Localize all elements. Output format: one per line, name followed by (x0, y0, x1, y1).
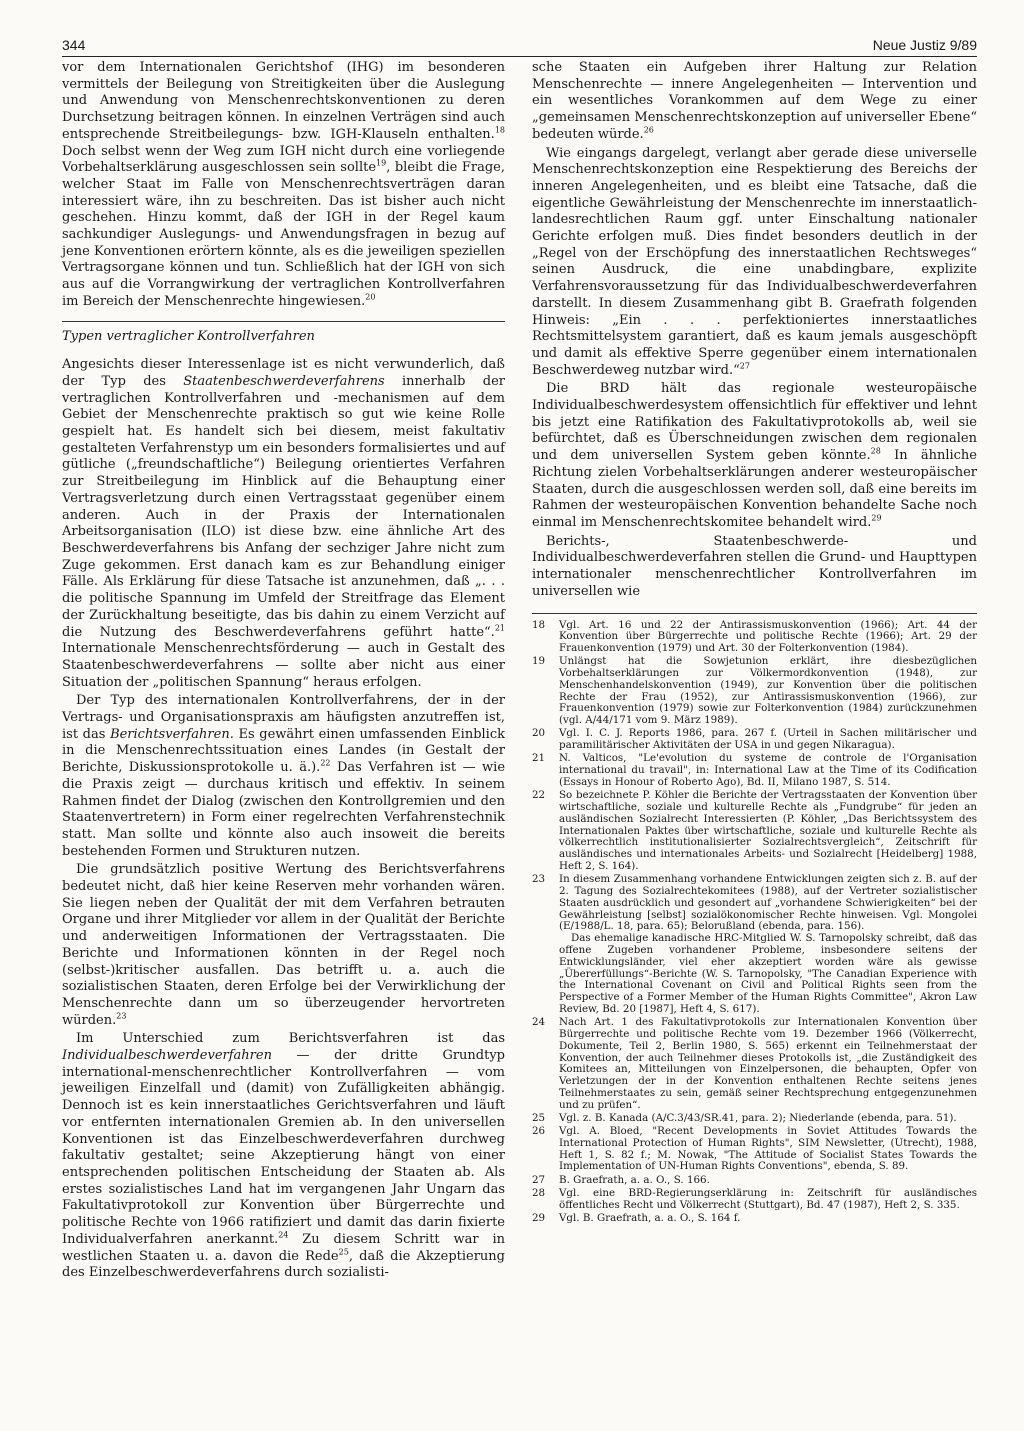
page-header (62, 36, 977, 57)
footnote-ref: 25 (338, 1247, 349, 1257)
paragraph: Die grundsätzlich positive Wertung des Berichtsverfahrens bedeutet nicht, daß hier keine Reserven mehr vorhanden wären. Sie liegen neben der Qualität der mit dem Verfahren betrauten Organe und ihrer Mitglieder vor allem in der Qualität der Berichte und anderweitigen Informationen der Vertragsstaaten. Die Berichte und Informationen könnten in der Regel noch (selbst-)kritischer ausfallen. Das betrifft u. a. auch die sozialistischen Staaten, deren Erfolge bei der Verwirklichung der Menschenrechte dann um so überzeugender hervortreten würden.$^{23}$ (62, 862, 505, 1028)
footnote: 29 Vgl. B. Graefrath, a. a. O., S. 164 f. (532, 1211, 741, 1224)
paragraph: sche Staaten ein Aufgeben ihrer Haltung zur Relation Menschenrechte — innere Angelegenheiten — Intervention und ein wesentliches Vorankommen auf dem Wege zu einer „gemeinsamen Menschenrechtskonzeption auf universeller Ebene“ bedeuten würde.$^{26}$ (532, 60, 977, 142)
footnote: 22 So bezeichnete P. Köhler die Berichte der Vertragsstaaten der Konvention über wirtschaftliche, soziale und kulturelle Rechte als „Fundgrube“ für jeden an ausländischen Sozialrecht Interessierten (P. Köhler, „Das Berichtssystem des Internationalen Paktes über wirtschaftliche, soziale und kulturelle Rechte als völkerrechtlich institutionalisierter Sozialrechtsvergleich“, Zeitschrift für ausländisches und internationales Arbeits- und Sozialrecht [Heidelberg] 1988, Heft 2, S. 164). (532, 789, 977, 872)
page-number: 344 (62, 37, 86, 53)
footnote: 26 Vgl. A. Bloed, "Recent Developments in Soviet Attitudes Towards the International Protection of Human Rights", SIM Newsletter, (Utrecht), 1988, Heft 1, S. 82 f.; M. Nowak, "The Attitude of Socialist States Towards the Implementation of UN-Human Rights Conventions", ebenda, S. 89. (532, 1125, 977, 1173)
footnote-ref: 20 (365, 292, 376, 302)
footnote: 21 N. Valticos, "Le'evolution du systeme de controle de l'Organisation international du travail", in: International Law at the Time of its Codification (Essays in Honour of Roberto Ago), Bd. II, Milano 1987, S. 514. (532, 752, 977, 789)
footnotes (532, 613, 977, 1225)
footnote: 20 Vgl. I. C. J. Reports 1986, para. 267 f. (Urteil in Sachen militärischer und paramilitärischer Aktivitäten der USA in und gegen Nikaragua). (532, 727, 977, 752)
paragraph: Die BRD hält das regionale westeuropäische Individualbeschwerdesystem offensichtlich für effektiver und lehnt bis jetzt eine Ratifikation des Fakultativprotokolls ab, weil sie befürchtet, daß es Überschneidungen zwischen dem regionalen und dem universellen System geben könnte.$^{28}$ In ähnliche Richtung zielen Vorbehaltserklärungen anderer westeuropäischer Staaten, durch die ausgeschlossen werden soll, daß eine bereits im Rahmen der westeuropäischen Konvention behandelte Sache noch einmal im Menschenrechtskomitee behandelt wird.$^{29}$ (532, 381, 978, 530)
footnote-ref: 28 (870, 446, 881, 456)
footnote-ref: 27 (739, 361, 750, 371)
paragraph: vor dem Internationalen Gerichtshof (IHG) im besonderen vermittels der Beilegung von Streitigkeiten über die Auslegung und Anwendung von Menschenrechtskonventionen zu deren Durchsetzung beitragen können. In einzelnen Verträgen sind auch entsprechende Streitbeilegungs- bzw. IGH-Klauseln enthalten.$^{18}$ Doch selbst wenn der Weg zum IGH nicht durch eine vorliegende Vorbehaltserklärung ausgeschlossen sein sollte$^{19}$, bleibt die Frage, welcher Staat im Falle von Menschenrechtsverträgen daran interessiert wäre, ihn zu beschreiten. Das ist bisher auch nicht geschehen. Hinzu kommt, daß der IGH in der Regel kaum sachkundiger Auslegungs- und Anwendungsfragen in bezug auf jene Konventionen erörtern könnte, als es die jeweiligen speziellen Vertragsorgane können und tun. Schließlich hat der IGH von sich aus auf die Vorrangwirkung der vertraglichen Kontrollverfahren im Bereich der Menschenrechte hingewiesen.$^{20}$ (62, 60, 506, 309)
paragraph: Angesichts dieser Interessenlage ist es nicht verwunderlich, daß der Typ des Staatenbeschwerdeverfahrens innerhalb der vertraglichen Kontrollverfahren und -mechanismen auf dem Gebiet der Menschenrechte praktisch so gut wie keine Rolle gespielt hat. Es handelt sich bei diesem, meist fakultativ gestalteten Verfahrenstyp um ein besonders formalisiertes und auf gütliche („freundschaftliche“) Beilegung orientiertes Verfahren zur Streitbeilegung im Hinblick auf die Behauptung einer Vertragsverletzung durch einen Vertragsstaat gegenüber einem anderen. Auch in der Praxis der Internationalen Arbeitsorganisation (ILO) ist diese bzw. eine ähnliche Art des Beschwerdeverfahrens bis Anfang der sechziger Jahre nicht zum Zuge gekommen. Erst danach kam es zur Behandlung einiger Fälle. Als Erklärung für diese Tatsache ist anzunehmen, daß „. . . die politische Spannung im Umfeld der Streitfrage das Element der Zurückhaltung beseitigte, das bis dahin zu einem Verzicht auf die Nutzung des Beschwerdeverfahrens geführt hatte“.$^{21}$ Internationale Menschenrechtsförderung — auch in Gestalt des Staatenbeschwerdeverfahrens — sollte aber nicht aus einer Situation der „politischen Spannung“ heraus erfolgen. (62, 357, 505, 690)
footnote: 23 In diesem Zusammenhang vorhandene Entwicklungen zeigten sich z. B. auf der 2. Tagung des Sozialrechtekomitees (1988), auf der Vertreter sozialistischer Staaten ausdrücklich und gesondert auf „vorhandene Schwierigkeiten“ bei der Gewährleistung [selbst] sozialökonomischer Rechte hinweisen. Vgl. Mongolei (E/1988/L. 18, para. 65); Belorußland (ebenda, para. 156). Das ehemalige kanadische HRC-Mitglied W. S. Tarnopolsky schreibt, daß das offene Zugeben vorhandener Probleme, insbesondere seitens der Entwicklungsländer, viel eher akzeptiert worden wäre als gewisse „Übererfüllungs“-Berichte (W. S. Tarnopolsky, "The Canadian Experience with the International Covenant on Civil and Political Rights seen from the Perspective of a Former Member of the Human Rights Committee", Akron Law Review, Bd. 20 [1987], Heft 4, S. 617). (532, 873, 977, 1015)
paragraph: Im Unterschied zum Berichtsverfahren ist das Individualbeschwerdeverfahren — der dritte Grundtyp international-menschenrechtlicher Kontrollverfahren — vom jeweiligen Einzelfall und (damit) von Zufälligkeiten abhängig. Dennoch ist es kein innerstaatliches Gerichtsverfahren und läuft vor entfernten internationalen Gremien ab. In den universellen Konventionen ist das Einzelbeschwerdeverfahren durchweg fakultativ gestaltet; seine Akzeptierung hängt von einer entsprechenden politischen Entscheidung der Staaten ab. Als erstes sozialistisches Land hat im vergangenen Jahr Ungarn das Fakultativprotokoll zur Konvention über Bürgerrechte und politische Rechte von 1966 ratifiziert und damit das darin fixierte Individualverfahren anerkannt.$^{24}$ Zu diesem Schritt war in westlichen Staaten u. a. davon die Rede$^{25}$, daß die Akzeptierung des Einzelbeschwerdeverfahrens durch sozialisti- (62, 1031, 506, 1281)
right-column (532, 60, 977, 1226)
footnote: 25 Vgl. z. B. Kanada (A/C.3/43/SR.41, para. 2); Niederlande (ebenda, para. 51). (532, 1111, 957, 1124)
footnote-ref: 29 (871, 513, 882, 523)
footnote: 18 Vgl. Art. 16 und 22 der Antirassismuskonvention (1966); Art. 44 der Konvention über Bürgerrechte und politische Rechte (1966); Art. 29 der Frauenkonvention (1979) und Art. 30 der Folterkonvention (1984). (532, 618, 977, 655)
footnote: 19 Unlängst hat die Sowjetunion erklärt, ihre diesbezüglichen Vorbehaltserklärungen zur Völkermordkonvention (1948), zur Menschenhandelskonvention (1949), zur Konvention über die politischen Rechte der Frau (1952), zur Antirassismuskonvention (1966), zur Frauenkonvention (1979) sowie zur Folterkonvention (1984) zurückzunehmen (vgl. A/44/171 vom 9. März 1989). (532, 655, 977, 727)
paragraph: Berichts-, Staatenbeschwerde- und Individualbeschwerdeverfahren stellen die Grund- und Haupttypen internationaler menschenrechtlicher Kontrollverfahren im universellen wie (532, 533, 977, 599)
section-heading: Typen vertraglicher Kontrollverfahren (62, 321, 505, 346)
footnote: 24 Nach Art. 1 des Fakultativprotokolls zur Internationalen Konvention über Bürgerrechte und politische Rechte vom 19. Dezember 1966 (Völkerrecht, Dokumente, Teil 2, Berlin 1980, S. 565) erkennt ein Teilnehmerstaat der Konvention, der auch Teilnehmer dieses Protokolls ist, „die Zuständigkeit des Komitees an, Mitteilungen von Einzelpersonen, die behaupten, Opfer von Verletzungen der in der Konvention enthaltenen Rechte seitens jenes Teilnehmerstaates zu sein, gemäß seiner Rechtsprechung entgegenzunehmen und zu prüfen“. (532, 1016, 977, 1111)
journal-title: Neue Justiz 9/89 (872, 37, 977, 53)
footnote-ref: 26 (643, 125, 654, 135)
footnote-ref: 23 (116, 1011, 127, 1021)
footnote-ref: 24 (278, 1230, 289, 1240)
left-column (62, 60, 505, 1284)
footnote-ref: 19 (376, 158, 387, 168)
footnote-ref: 22 (320, 758, 331, 768)
paragraph: Wie eingangs dargelegt, verlangt aber gerade diese universelle Menschenrechtskonzeption eine Respektierung des Bereichs der inneren Angelegenheiten, und es bleibt eine Tatsache, daß die eigentliche Gewährleistung der Menschenrechte im innerstaatlich-landesrechtlichen Raum ggf. unter Einschaltung nationaler Gerichte erfolgen muß. Dies findet besonders deutlich in der „Regel von der Erschöpfung des innerstaatlichen Rechtsweges“ seinen Ausdruck, die eine unabdingbare, explizite Verfahrensvoraussetzung für das Individualbeschwerdeverfahren darstellt. In diesem Zusammenhang gibt B. Graefrath folgenden Hinweis: „Ein . . . perfektioniertes innerstaatliches Rechtsmittelsystem garantiert, daß es kaum jemals ausgeschöpft und damit als effektive Sperre gegenüber einem internationalen Beschwerdeweg nutzbar wird.“$^{27}$ (532, 145, 977, 378)
footnote: 27 B. Graefrath, a. a. O., S. 166. (532, 1173, 710, 1186)
footnote: 28 Vgl. eine BRD-Regierungserklärung in: Zeitschrift für ausländisches öffentliches Recht und Völkerrecht (Stuttgart), Bd. 47 (1987), Heft 2, S. 335. (532, 1186, 977, 1211)
paragraph: Der Typ des internationalen Kontrollverfahrens, der in der Vertrags- und Organisationspraxis am häufigsten anzutreffen ist, ist das Berichtsverfahren. Es gewährt einen umfassenden Einblick in die Menschenrechtssituation eines Landes (in Gestalt der Berichte, Diskussionsprotokolle u. ä.).$^{22}$ Das Verfahren ist — wie die Praxis zeigt — durchaus kritisch und effektiv. In seinem Rahmen findet der Dialog (zwischen den Kontrollgremien und den Staatenvertretern) in Form einer regelrechten Verfahrenstechnik statt. Man sollte und könnte also auch insoweit die bereits bestehenden Formen und Strukturen nutzen. (62, 693, 506, 859)
footnote-ref: 21 (494, 623, 505, 633)
footnote-ref: 18 (494, 125, 505, 135)
